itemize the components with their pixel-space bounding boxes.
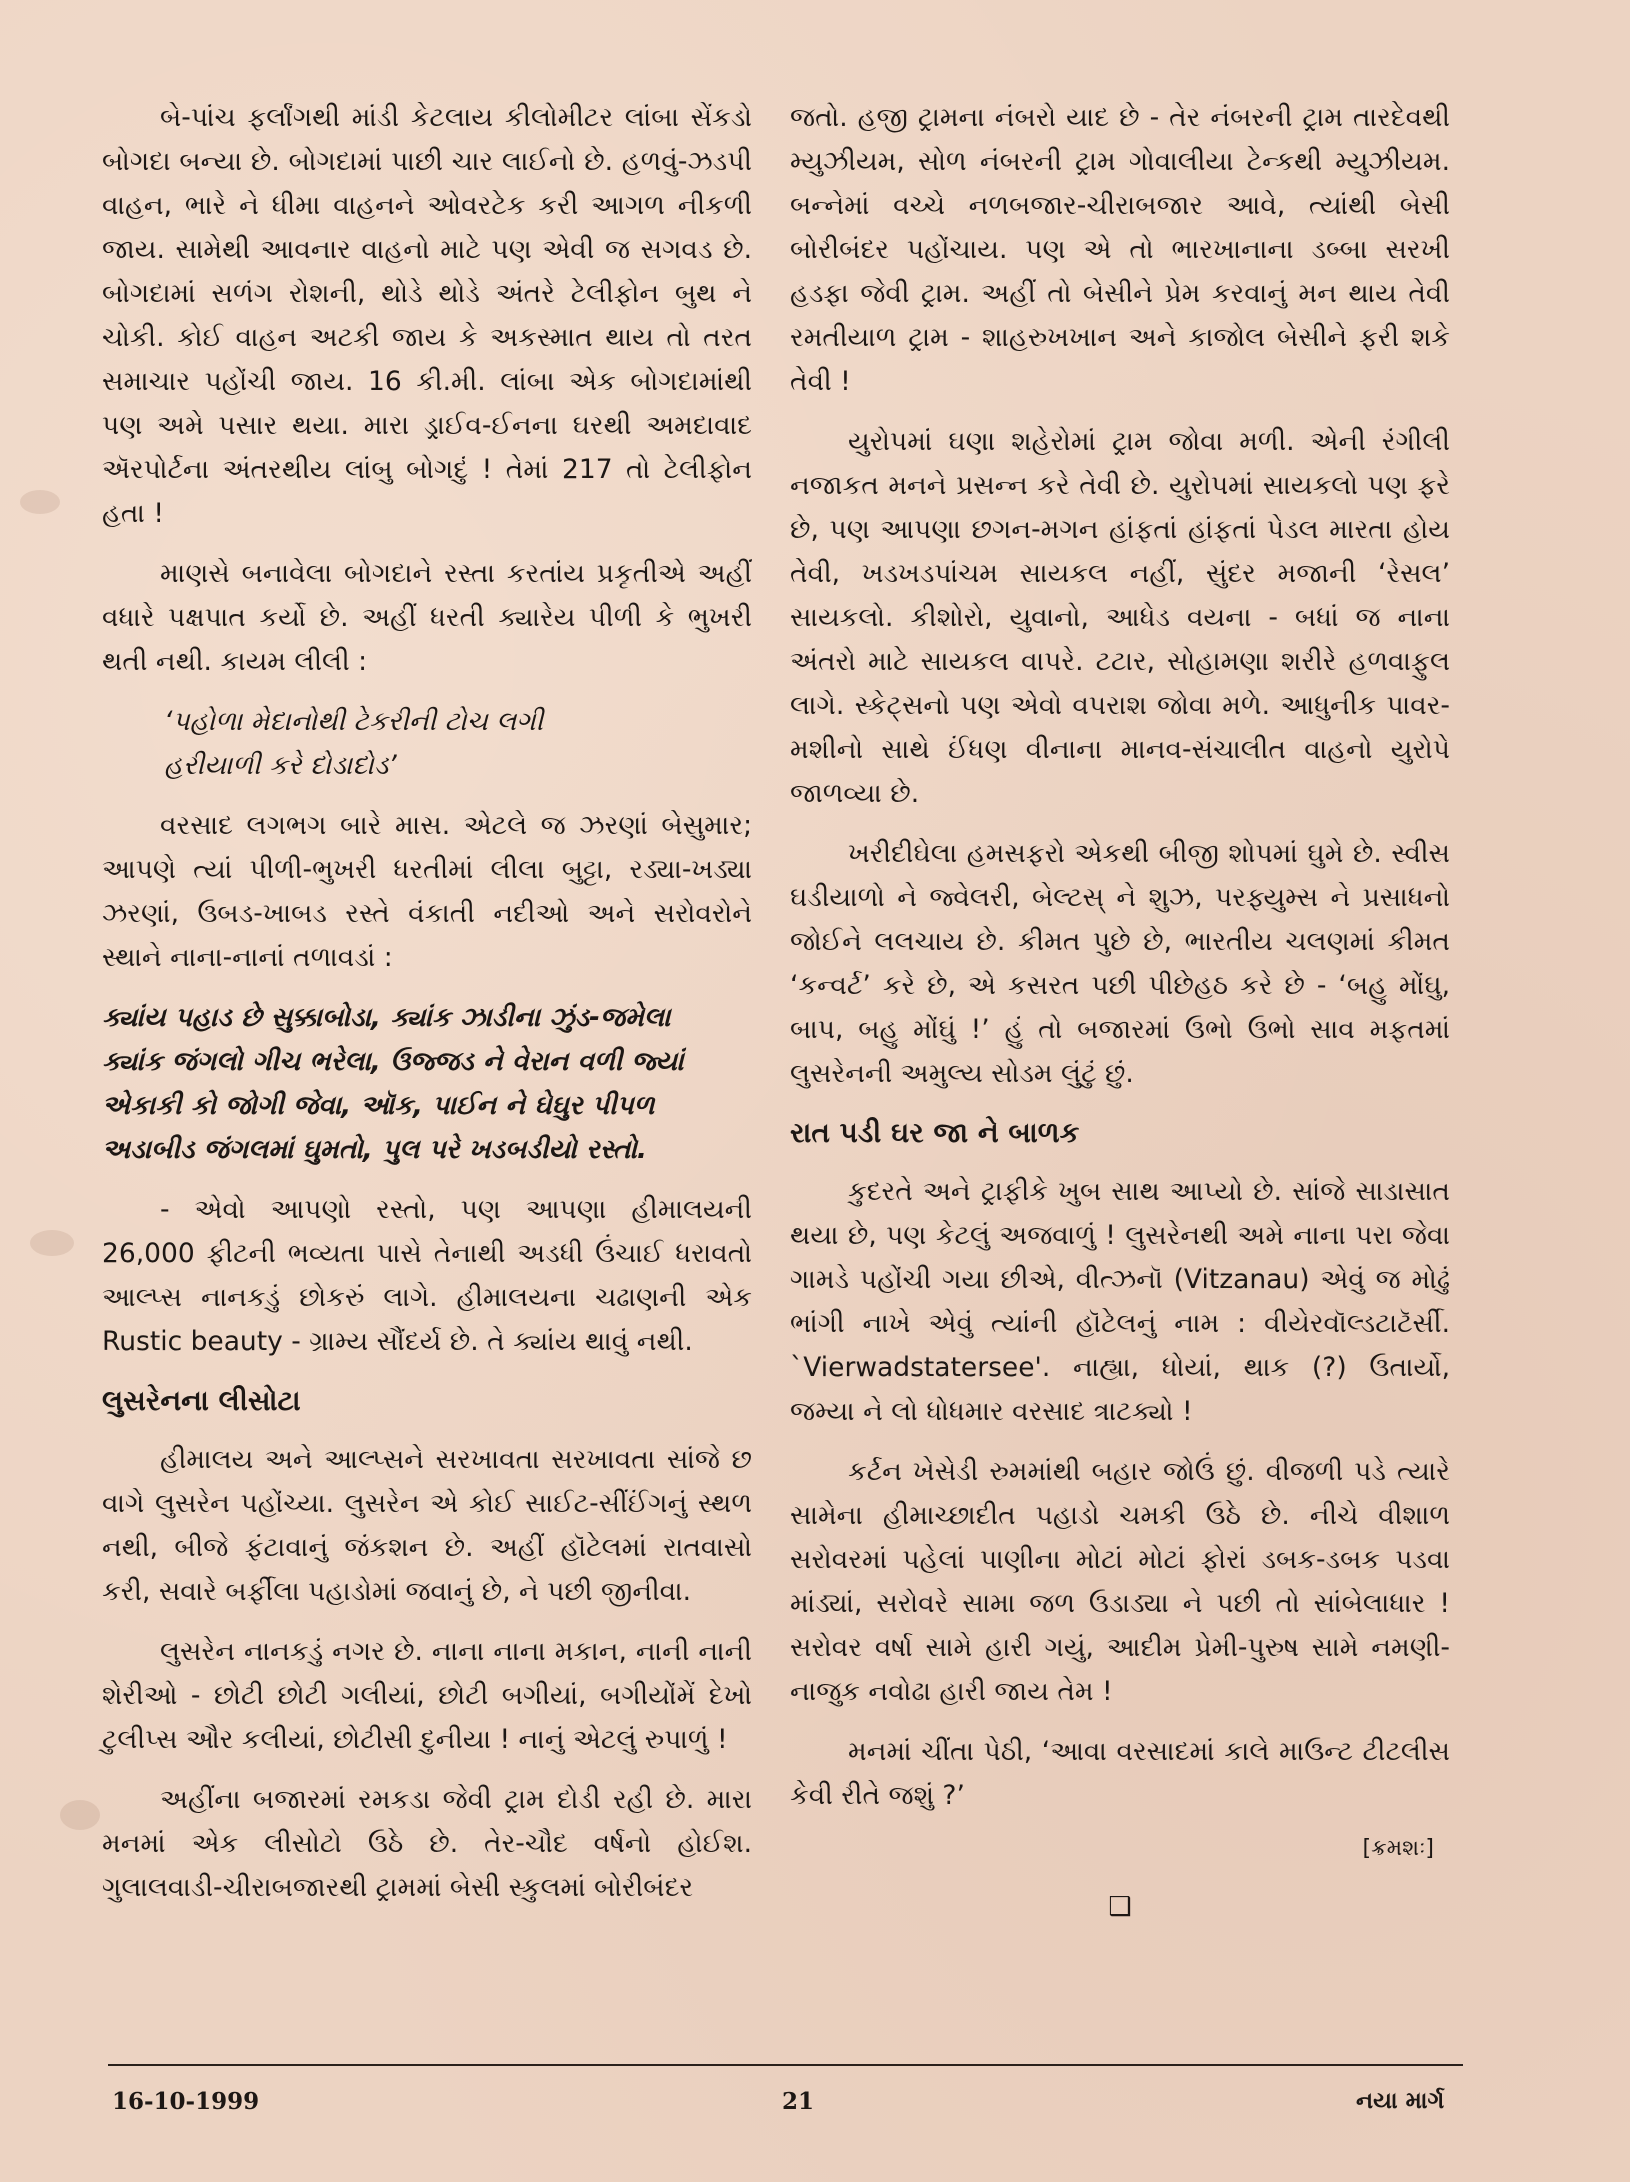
poem-line: ક્યાંક જંગલો ગીચ ભરેલા, ઉજ્જડ ને વેરાન વળી જ્યાં	[102, 1046, 684, 1077]
paragraph: લુસરેન નાનકડું નગર છે. નાના નાના મકાન, નાની નાની શેરીઓ - છોટી છોટી ગલીયાં, છોટી બગીયાં, બગીયોંમેં દેખો ટુલીપ્સ ઔર કલીયાં, છોટીસી દુનીયા ! નાનું એટલું રુપાળું !	[102, 1636, 752, 1755]
paragraph: કુદરતે અને ટ્રાફીકે ખુબ સાથ આપ્યો છે. સાંજે સાડાસાત થયા છે, પણ કેટલું અજવાળું ! લુસરેનથી અમે નાના પરા જેવા ગામડે પહોંચી ગયા છીએ, વીત્ઝનૉ (Vitzanau) એવું જ મોઢું ભાંગી નાખે એવું ત્યાંની હૉટેલનું નામ : વીયેરવૉલ્ડટાટૅર્સી. `Vierwadstatersee'. નાહ્યા, ધોયાં, થાક (?) ઉતાર્યો, જમ્યા ને લો ધોધમાર વરસાદ ત્રાટક્યો !	[790, 1176, 1450, 1427]
quote-line: હરીયાળી કરે દોડાદોડ’	[164, 750, 397, 781]
end-of-article-icon: ❑	[1108, 1892, 1132, 1922]
quote-line: ‘પહોળા મેદાનોથી ટેકરીની ટોચ લગી	[164, 706, 544, 737]
poem-line: અડાબીડ જંગલમાં ઘુમતો, પુલ પરે ખડબડીયો રસ્તો.	[102, 1134, 647, 1165]
paragraph: ખરીદીઘેલા હમસફરો એકથી બીજી શોપમાં ઘુમે છે. સ્વીસ ઘડીયાળો ને જ્વેલરી, બેલ્ટસ્ ને શુઝ, પરફ્યુમ્સ ને પ્રસાધનો જોઈને લલચાય છે. કીમત પુછે છે, ભારતીય ચલણમાં કીમત ‘કન્વર્ટ’ કરે છે, એ કસરત પછી પીછેહઠ કરે છે - ‘બહુ મોંઘુ, બાપ, બહુ મોંઘું !’ હું તો બજારમાં ઉભો ઉભો સાવ મફતમાં લુસરેનની અમુલ્ય સોડમ લુંટું છું.	[790, 838, 1450, 1089]
paper-stain	[20, 490, 60, 514]
poem-line: ક્યાંય પહાડ છે સુક્કાબોડા, ક્યાંક ઝાડીના ઝુંડ-જમેલા	[102, 1002, 671, 1033]
issue-date: 16-10-1999	[112, 2088, 260, 2115]
paragraph: જતો. હજી ટ્રામના નંબરો યાદ છે - તેર નંબરની ટ્રામ તારદેવથી મ્યુઝીયમ, સોળ નંબરની ટ્રામ ગોવાલીયા ટેન્કથી મ્યુઝીયમ. બન્નેમાં વચ્ચે નળબજાર-ચીરાબજાર આવે, ત્યાંથી બેસી બોરીબંદર પહોંચાય. પણ એ તો ભારખાનાના ડબ્બા સરખી હડફા જેવી ટ્રામ. અહીં તો બેસીને પ્રેમ કરવાનું મન થાય તેવી રમતીયાળ ટ્રામ - શાહરુખખાન અને કાજોલ બેસીને ફરી શકે તેવી !	[790, 102, 1450, 397]
paragraph: કર્ટન ખેસેડી રુમમાંથી બહાર જોઉં છું. વીજળી પડે ત્યારે સામેના હીમાચ્છાદીત પહાડો ચમકી ઉઠે છે. નીચે વીશાળ સરોવરમાં પહેલાં પાણીના મોટાં મોટાં ફોરાં ડબક-ડબક પડવા માંડ્યાં, સરોવરે સામા જળ ઉડાડ્યા ને પછી તો સાંબેલાધાર ! સરોવર વર્ષા સામે હારી ગયું, આદીમ પ્રેમી-પુરુષ સામે નમણી-નાજુક નવોઢા હારી જાય તેમ !	[790, 1456, 1450, 1707]
paragraph: માણસે બનાવેલા બોગદાને રસ્તા કરતાંય પ્રકૃતીએ અહીં વધારે પક્ષપાત કર્યો છે. અહીં ધરતી ક્યારેય પીળી કે ભુખરી થતી નથી. કાયમ લીલી :	[102, 558, 752, 677]
paragraph: મનમાં ચીંતા પેઠી, ‘આવા વરસાદમાં કાલે માઉન્ટ ટીટલીસ કેવી રીતે જશું ?’	[790, 1736, 1450, 1811]
section-heading: રાત પડી ઘર જા ને બાળક	[790, 1116, 1080, 1149]
paper-stain	[30, 1230, 74, 1256]
paper-stain	[60, 1800, 100, 1830]
continued-marker: [ક્રમશઃ]	[1362, 1836, 1434, 1861]
poem-line: એકાકી કો જોગી જેવા, ઑક, પાઈન ને ઘેઘુર પીપળ	[102, 1090, 655, 1121]
paragraph: યુરોપમાં ઘણા શહેરોમાં ટ્રામ જોવા મળી. એની રંગીલી નજાકત મનને પ્રસન્ન કરે તેવી છે. યુરોપમાં સાયકલો પણ ફરે છે, પણ આપણા છગન-મગન હાંફતાં હાંફતાં પેડલ મારતા હોય તેવી, ખડખડપાંચમ સાયકલ નહીં, સુંદર મજાની ‘રેસલ’ સાયકલો. કીશોરો, યુવાનો, આધેડ વયના - બધાં જ નાના અંતરો માટે સાયકલ વાપરે. ટટાર, સોહામણા શરીરે હળવાફુલ લાગે. સ્કેટ્સનો પણ એવો વપરાશ જોવા મળે. આધુનીક પાવર-મશીનો સાથે ઈંધણ વીનાના માનવ-સંચાલીત વાહનો યુરોપે જાળવ્યા છે.	[790, 426, 1450, 809]
paragraph: બે-પાંચ ફર્લાંગથી માંડી કેટલાય કીલોમીટર લાંબા સેંકડો બોગદા બન્યા છે. બોગદામાં પાછી ચાર લાઈનો છે. હળવું-ઝડપી વાહન, ભારે ને ધીમા વાહનને ઓવરટેક કરી આગળ નીકળી જાય. સામેથી આવનાર વાહનો માટે પણ એવી જ સગવડ છે. બોગદામાં સળંગ રોશની, થોડે થોડે અંતરે ટેલીફોન બુથ ને ચોકી. કોઈ વાહન અટકી જાય કે અકસ્માત થાય તો તરત સમાચાર પહોંચી જાય. 16 કી.મી. લાંબા એક બોગદામાંથી પણ અમે પસાર થયા. મારા ડ્રાઈવ-ઈનના ઘરથી અમદાવાદ ઍરપોર્ટના અંતરથીય લાંબુ બોગદું ! તેમાં 217 તો ટેલીફોન હતા !	[102, 102, 752, 529]
paragraph: અહીંના બજારમાં રમકડા જેવી ટ્રામ દોડી રહી છે. મારા મનમાં એક લીસોટો ઉઠે છે. તેર-ચૌદ વર્ષનો હોઈશ. ગુલાલવાડી-ચીરાબજારથી ટ્રામમાં બેસી સ્કુલમાં બોરીબંદર	[102, 1784, 752, 1903]
paragraph: હીમાલય અને આલ્પ્સને સરખાવતા સરખાવતા સાંજે છ વાગે લુસરેન પહોંચ્યા. લુસરેન એ કોઈ સાઈટ-સીંઈંગનું સ્થળ નથી, બીજે ફંટાવાનું જંકશન છે. અહીં હૉટેલમાં રાતવાસો કરી, સવારે બર્ફીલા પહાડોમાં જવાનું છે, ને પછી જીનીવા.	[102, 1444, 752, 1607]
page-number: 21	[782, 2088, 815, 2115]
paragraph: વરસાદ લગભગ બારે માસ. એટલે જ ઝરણાં બેસુમાર; આપણે ત્યાં પીળી-ભુખરી ધરતીમાં લીલા બુટ્ટા, રડ્યા-ખડ્યા ઝરણાં, ઉબડ-ખાબડ રસ્તે વંકાતી નદીઓ અને સરોવરોને સ્થાને નાના-નાનાં તળાવડાં :	[102, 810, 752, 973]
section-heading: લુસરેનના લીસોટા	[102, 1384, 301, 1417]
paragraph: - એવો આપણો રસ્તો, પણ આપણા હીમાલયની 26,000 ફીટની ભવ્યતા પાસે તેનાથી અડધી ઉંચાઈ ધરાવતો આલ્પ્સ નાનકડું છોકરું લાગે. હીમાલયના ચઢાણની એક Rustic beauty - ગ્રામ્ય સૌંદર્ય છે. તે ક્યાંય થાવું નથી.	[102, 1194, 752, 1357]
footer-divider	[108, 2064, 1463, 2066]
magazine-name: નયા માર્ગ	[1356, 2088, 1445, 2114]
left-column	[102, 96, 752, 1926]
right-column	[790, 96, 1450, 1922]
